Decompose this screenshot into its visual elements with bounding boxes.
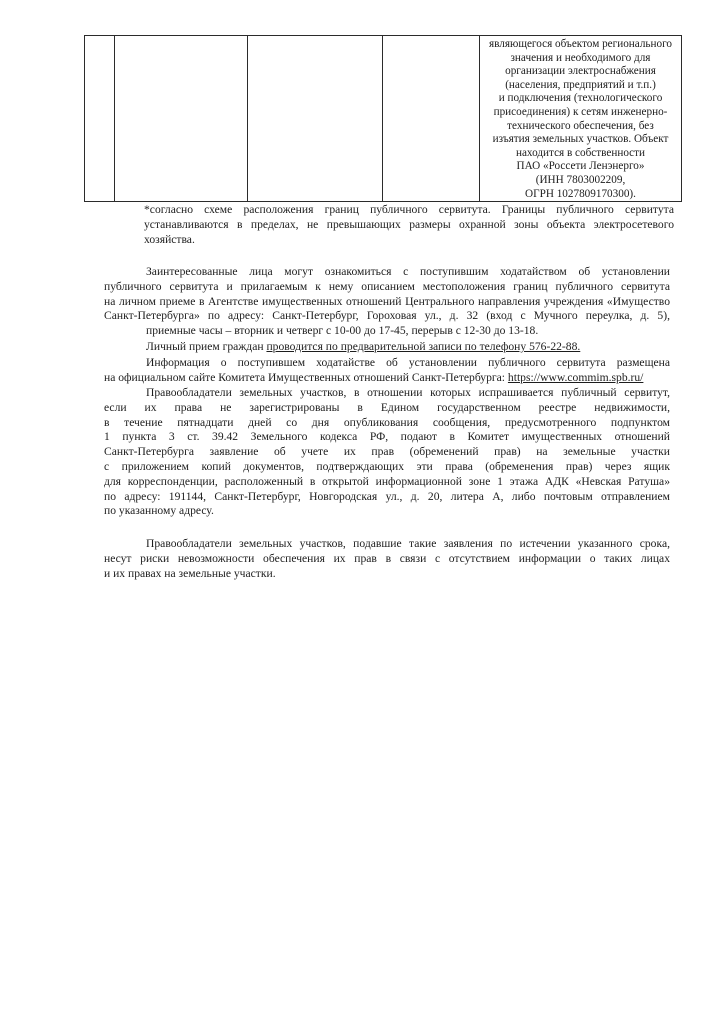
info-text: на официальном сайте Комитета Имущественных отношений Санкт-Петербурга: xyxy=(104,370,508,384)
paragraph-line xyxy=(104,340,670,355)
paragraph-line: Правообладатели земельных участков, в отношении которых испрашивается публичный сервитут, xyxy=(146,386,670,399)
paragraph-line: Санкт-Петербурга заявление об учете их прав (обременений прав) на земельные участки xyxy=(104,445,670,459)
purpose-line: и подключения (технологического xyxy=(498,92,663,105)
paragraph-line: приемные часы – вторник и четверг с 10-00 до 17-45, перерыв с 12-30 до 13-18. xyxy=(146,324,539,338)
paragraph-line: для корреспонденции, расположенный в открытой информационной зоне 1 этажа АДК «Невская Ратуша» xyxy=(104,474,670,488)
table-cell-2 xyxy=(115,36,248,201)
purpose-line: организации электроснабжения xyxy=(505,65,656,78)
purpose-line: значения и необходимого для xyxy=(510,51,651,64)
paragraph-line: если их права не зарегистрированы в Едином государственном реестре недвижимости, xyxy=(104,400,670,414)
footnote xyxy=(144,203,674,247)
table-cell-purpose xyxy=(480,36,681,201)
purpose-line: находится в собственности xyxy=(515,146,646,159)
purpose-line: присоединения) к сетям инженерно- xyxy=(493,105,668,118)
paragraph-interested-parties xyxy=(104,265,670,339)
table-cell-4 xyxy=(383,36,480,201)
paragraph-line: несут риски невозможности обеспечения их прав в связи с отсутствием информации о таких лицах xyxy=(104,551,670,565)
paragraph-line: и их правах на земельные участки. xyxy=(104,566,276,580)
servitude-table-fragment xyxy=(84,35,682,202)
reception-text: Личный прием граждан xyxy=(146,340,267,353)
paragraph-info xyxy=(104,356,670,386)
table-cell-number xyxy=(85,36,115,201)
footnote-line: *согласно схеме расположения границ публичного сервитута. Границы публичного сервитута xyxy=(144,203,674,216)
paragraph-line: на личном приеме в Агентстве имущественных отношений Центрального направления учреждения «Имущество xyxy=(104,294,670,308)
purpose-text xyxy=(480,36,681,201)
footnote-line: хозяйства. xyxy=(144,232,195,246)
paragraph-line: с приложением копий документов, подтверждающих эти права (обременения прав) через ящик xyxy=(104,459,670,473)
purpose-line: (населения, предприятий и т.п.) xyxy=(505,78,656,91)
paragraph-line: Правообладатели земельных участков, подавшие такие заявления по истечении указанного срока, xyxy=(146,537,670,550)
table-cell-3 xyxy=(248,36,383,201)
paragraph-line xyxy=(104,371,670,386)
paragraph-rights-holders xyxy=(104,386,670,519)
paragraph-line: по указанному адресу. xyxy=(104,504,214,518)
paragraph-line: Информация о поступившем ходатайстве об установлении публичного сервитута размещена xyxy=(146,356,670,369)
purpose-line: являющегося объектом регионального xyxy=(488,38,673,50)
purpose-line: ОГРН 1027809170300). xyxy=(525,187,636,200)
purpose-line: ПАО «Россети Ленэнерго» xyxy=(516,160,645,173)
footnote-line: устанавливаются в пределах, не превышающих размеры охранной зоны объекта электросетевого xyxy=(144,217,674,231)
purpose-line: изъятия земельных участков. Объект xyxy=(492,133,669,146)
paragraph-line: Санкт-Петербурга» по адресу: Санкт-Петербург, Гороховая ул., д. 32 (вход с Мучного переулка, д. 5), xyxy=(104,309,670,323)
paragraph-reception xyxy=(104,340,670,355)
paragraph-line: в течение пятнадцати дней со дня опубликования сообщения, предусмотренного подпунктом xyxy=(104,415,670,429)
reception-phone-note: проводится по предварительной записи по телефону 576-22-88. xyxy=(266,340,581,353)
paragraph-line: 1 пункта 3 ст. 39.42 Земельного кодекса РФ, подают в Комитет имущественных отношений xyxy=(104,430,670,444)
paragraph-line: по адресу: 191144, Санкт-Петербург, Новгородская ул., д. 20, литера А, либо почтовым отправлением xyxy=(104,489,670,503)
committee-website-link[interactable]: https://www.commim.spb.ru/ xyxy=(507,370,644,384)
purpose-line: (ИНН 7803002209, xyxy=(535,173,626,186)
paragraph-line: Заинтересованные лица могут ознакомиться с поступившим ходатайством об установлении xyxy=(146,265,670,278)
paragraph-late-applications xyxy=(104,537,670,581)
purpose-line: технического обеспечения, без xyxy=(507,119,654,132)
paragraph-line: публичного сервитута и прилагаемым к нему описанием местоположения границ публичного сервитута xyxy=(104,279,670,293)
